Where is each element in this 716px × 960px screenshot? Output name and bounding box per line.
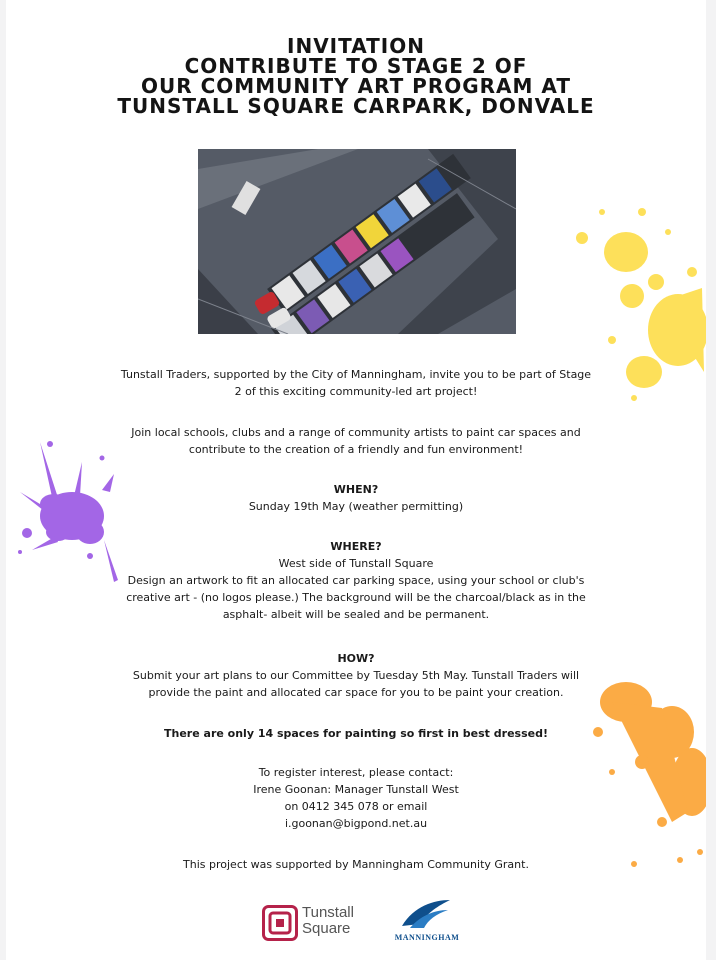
how-line-1: Submit your art plans to our Committee by Tuesday 5th May. Tunstall Traders will	[132, 669, 580, 682]
title-line-3: OUR COMMUNITY ART PROGRAM AT	[141, 74, 571, 98]
how-line-2: provide the paint and allocated car space for you to be paint your creation.	[148, 686, 564, 699]
flyer-title	[6, 36, 706, 116]
tunstall-square-logo	[262, 904, 372, 942]
contact-phone: on 0412 345 078 or email	[284, 800, 428, 813]
title-line-4: TUNSTALL SQUARE CARPARK, DONVALE	[117, 94, 595, 118]
page-margin-right	[706, 0, 716, 960]
join-paragraph	[6, 424, 706, 458]
invitation-flyer	[6, 0, 706, 960]
where-section	[6, 538, 706, 623]
when-text: Sunday 19th May (weather permitting)	[248, 500, 464, 513]
how-section	[6, 650, 706, 701]
tunstall-logo-line-2: Square	[302, 920, 351, 937]
where-line-2: Design an artwork to fit an allocated car parking space, using your school or club's	[127, 574, 585, 587]
where-line-3: creative art - (no logos please.) The background will be the charcoal/black as in the	[126, 591, 586, 604]
where-heading: WHERE?	[330, 540, 382, 553]
spaces-notice: There are only 14 spaces for painting so first in best dressed!	[164, 727, 548, 740]
where-line-1: West side of Tunstall Square	[278, 557, 434, 570]
intro-line-2: 2 of this exciting community-led art project!	[234, 385, 478, 398]
support-note: This project was supported by Manningham Community Grant.	[183, 858, 529, 871]
manningham-logo	[382, 898, 472, 946]
intro-paragraph	[6, 366, 706, 400]
manningham-bird-icon	[400, 898, 452, 930]
contact-section	[6, 764, 706, 832]
contact-line-2: Irene Goonan: Manager Tunstall West	[253, 783, 459, 796]
contact-line-1: To register interest, please contact:	[258, 766, 454, 779]
tunstall-logo-line-1: Tunstall	[302, 904, 354, 921]
title-line-2: CONTRIBUTE TO STAGE 2 OF	[184, 54, 528, 78]
carpark-aerial-photo	[198, 149, 516, 334]
join-line-2: contribute to the creation of a friendly and fun environment!	[188, 443, 524, 456]
tunstall-square-mark-icon	[262, 905, 298, 941]
when-heading: WHEN?	[333, 483, 379, 496]
where-line-4: asphalt- albeit will be sealed and be permanent.	[222, 608, 490, 621]
manningham-wordmark: MANNINGHAM	[394, 933, 460, 942]
how-heading: HOW?	[337, 652, 375, 665]
title-line-1: INVITATION	[287, 34, 425, 58]
join-line-1: Join local schools, clubs and a range of community artists to paint car spaces and	[131, 426, 581, 439]
intro-line-1: Tunstall Traders, supported by the City of Manningham, invite you to be part of Stage	[120, 368, 592, 381]
when-section	[6, 481, 706, 515]
contact-email: i.goonan@bigpond.net.au	[284, 817, 428, 830]
